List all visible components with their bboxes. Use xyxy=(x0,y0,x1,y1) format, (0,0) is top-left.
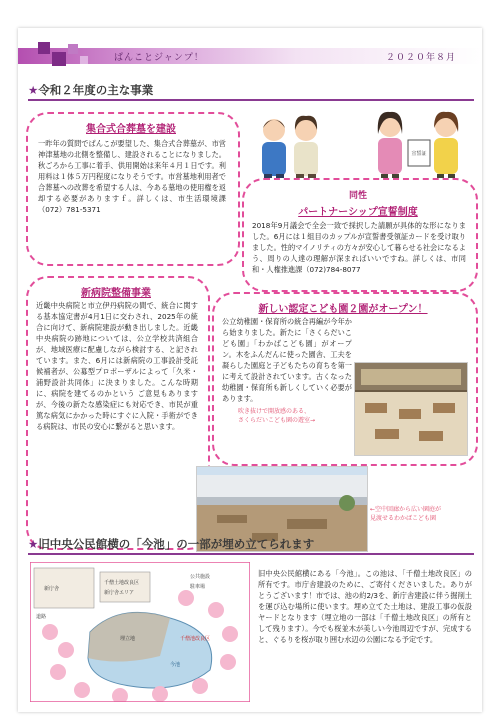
map-label: 千僧池改良区 xyxy=(180,636,211,642)
building xyxy=(34,568,94,608)
section-title-text: 旧中央公民館横の「今池」の一部が埋め立てられます xyxy=(38,537,315,551)
shirt xyxy=(262,142,286,176)
section-title xyxy=(28,82,153,98)
caption-line: 見渡せるわかばこども園 xyxy=(370,514,437,522)
section-title xyxy=(28,536,314,552)
kodomoen-text: 公立幼稚園・保育所の統合再編が今年から始まりました。新たに「さくらだいこども園」「わかばこども園」がオープン。木をふんだんに使った園舎、工夫を凝らした園庭と子どもたちの育ちを第一に考えて設計されています。古くなった幼稚園・保育所も新しくしていく必要があります。 xyxy=(222,317,352,403)
newsletter-date: ２０２０年８月 xyxy=(385,53,456,63)
shirt xyxy=(294,142,318,176)
face xyxy=(263,119,285,141)
kodomoen-title: 新しい認定こども園２園がオープン！ xyxy=(258,304,428,315)
header-deco-square xyxy=(80,56,88,64)
map-label: 道路 xyxy=(36,614,47,620)
cemetery-title: 集合式合葬墓を建設 xyxy=(86,124,176,135)
building xyxy=(100,572,150,602)
sakuradai-caption xyxy=(238,408,348,425)
newsletter-page xyxy=(18,28,482,712)
hospital-title: 新病院整備事業 xyxy=(81,288,151,299)
partnership-title-top: 同性 xyxy=(348,191,367,201)
map-label: 駐車場 xyxy=(190,584,206,590)
cemetery-text: 一昨年の質問でぱんこが要望した、集合式合葬墓が、市営神津墓地の北側を整備し、建設されることになりました。秋ごろから工事に着手、供用開始は来年４月１日です。利用料は１体５万円程度になりそうです。市営墓地利用者で合葬墓への改葬を希望する人は、今ある墓地の使用権を返却する必要がありますｆ。詳しくは、市生活環境課（072）781-5371 xyxy=(38,139,226,214)
star-icon: ★ xyxy=(28,83,39,97)
section-divider xyxy=(28,99,474,101)
hospital-text: 近畿中央病院と市立伊丹病院の間で、統合に関する基本協定書が4月1日に交わされ、2025年の統合に向けて、新病院建設が動き出しました。近畿中央病院の跡地については、公立学校共済組合が、地域医療に配慮しながら検討する、と記されています。また、6月には新病院の工事設計受託候補者が、公募型プロポーザルによって「久米・浦野設計共同体」に決まりました。こんな時期に、病院を建てるのかという ご意見もありますが、今後の新たな感染症にも対応でき、市民が重篤な病気にかかった時にすぐに入院・手術ができる病院は、市民の安心に繋がると思います。 xyxy=(36,301,198,431)
caption-line: 吹き抜けで開放感のある、 xyxy=(238,408,311,415)
header-deco-square xyxy=(52,52,66,66)
map-label: 新庁舎エリア xyxy=(104,590,135,596)
wakaba-caption xyxy=(370,506,474,523)
header-deco-square xyxy=(38,42,50,54)
newsletter-title: ぱんことジャンプ！ xyxy=(114,53,204,63)
certificate-label: 宣誓証 xyxy=(411,151,427,157)
header-deco-square xyxy=(68,44,78,54)
section-title-text: 令和２年度の主な事業 xyxy=(38,83,154,97)
caption-line: さくらだいこども園の遊室→ xyxy=(238,416,316,424)
map-label: 公共施設 xyxy=(190,574,211,580)
section-divider xyxy=(28,553,474,555)
pond-text: 旧中央公民館横にある「今池」。この池は、「千僧土地改良区」の所有です。市庁舎建設のために、ご寄付くださいました。ありがとうございます！市では、池の約2/3を、新庁舎建設に伴う掘削土を運び込む場所に使います。埋め立てた土地は、建設工事の仮設ヤードとなります（埋立地の一部は「千僧土地改良区」の所有として残ります）。今でも桜並木が美しい今池周辺ですが、完成すると、ぐるりを桜が取り囲む水辺の公園になる予定です。 xyxy=(258,569,472,644)
shirt xyxy=(378,138,402,174)
shirt xyxy=(434,138,458,174)
couple-illustration xyxy=(254,108,350,188)
sakuradai-interior-photo xyxy=(354,362,468,456)
caption-line: ←空中回廊から広い園庭が xyxy=(370,506,442,513)
map-label: 埋立地 xyxy=(120,636,136,642)
map-label: 新庁舎 xyxy=(44,586,60,592)
map-label: 今池 xyxy=(170,662,181,668)
partnership-text: 2018年9月議会で全会一致で採択した請願が具体的な形になりました。6月には１組目のカップルが宣誓書受領証カードを受け取りました。性的マイノリティの方々が安心して暮らせる社会になるよう、周りの人達の理解が深まればいいですね。詳しくは、市同和・人権推進課（072)784-8077 xyxy=(252,221,466,274)
partnership-title: パートナーシップ宣誓制度 xyxy=(298,207,418,218)
map-label: 千僧土地改良区 xyxy=(104,580,140,586)
pond-map-illustration xyxy=(30,562,250,702)
star-icon: ★ xyxy=(28,537,39,551)
women-illustration xyxy=(374,104,470,188)
